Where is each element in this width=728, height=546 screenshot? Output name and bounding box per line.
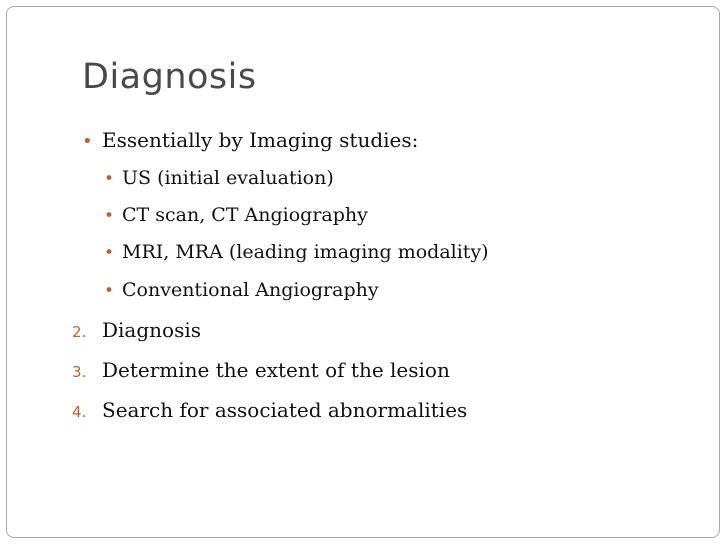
bullet-icon: • [104, 169, 115, 189]
bullet-icon: • [104, 206, 115, 226]
list-item [104, 281, 379, 300]
bullet-icon: • [104, 243, 115, 263]
bullet-icon: • [82, 131, 93, 152]
list-item [104, 169, 334, 188]
list-item-text: Search for associated abnormalities [102, 398, 468, 422]
list-item [104, 243, 489, 262]
list-item-text: Conventional Angiography [122, 279, 379, 301]
list-number: 2. [72, 323, 87, 341]
list-item [82, 130, 418, 151]
list-item-text: Essentially by Imaging studies: [102, 128, 419, 152]
bullet-icon: • [104, 281, 115, 301]
slide-title: Diagnosis [82, 57, 257, 97]
list-number: 4. [72, 403, 87, 421]
list-item [104, 206, 368, 225]
list-item-text: Determine the extent of the lesion [102, 358, 450, 382]
list-item-text: Diagnosis [102, 318, 202, 342]
list-item [72, 400, 467, 420]
list-number: 3. [72, 363, 87, 381]
list-item [72, 320, 201, 340]
list-item-text: US (initial evaluation) [122, 167, 334, 189]
list-item-text: CT scan, CT Angiography [122, 204, 368, 226]
list-item-text: MRI, MRA (leading imaging modality) [122, 241, 489, 263]
list-item [72, 360, 450, 380]
